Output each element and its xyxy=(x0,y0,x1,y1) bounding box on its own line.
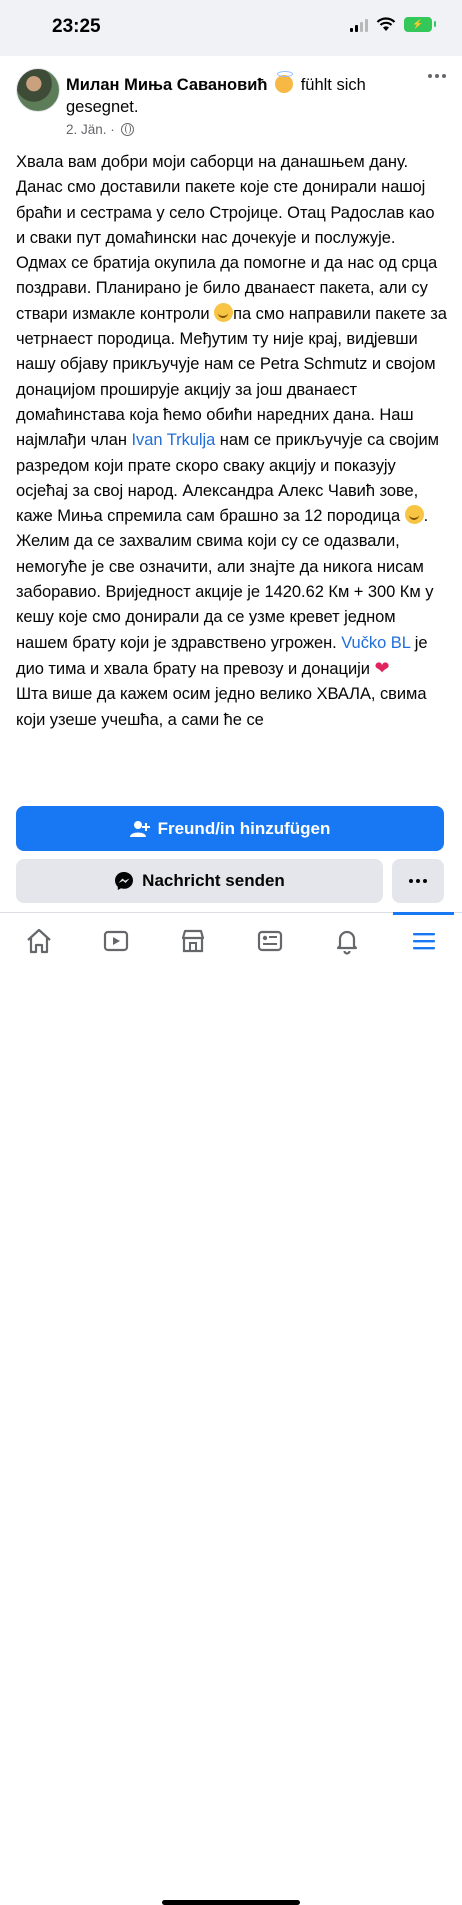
tab-menu[interactable] xyxy=(385,913,462,969)
tab-bar xyxy=(0,912,462,1001)
mention-link[interactable]: Ivan Trkulja xyxy=(131,431,216,450)
post-more-icon[interactable] xyxy=(428,70,450,82)
globe-icon xyxy=(121,123,134,136)
heart-emoji-icon: ❤ xyxy=(374,657,390,678)
halo-emoji-icon xyxy=(275,75,293,93)
post-header xyxy=(16,66,446,146)
avatar[interactable] xyxy=(16,68,60,112)
tab-home[interactable] xyxy=(0,913,77,969)
post-meta xyxy=(66,122,134,137)
tab-news[interactable] xyxy=(231,913,308,969)
add-friend-label: Freund/in hinzufügen xyxy=(157,818,331,838)
battery-icon: ⚡ xyxy=(404,17,432,32)
post-paragraph xyxy=(16,150,448,682)
messenger-icon xyxy=(114,871,134,891)
status-icons xyxy=(350,17,432,32)
post-text: па смо направили пакете за четрнаест породица. Међутим ту није крај, видјевши нашу објаву прикључује нам се Petra Schmutz и својом донацијом проширује акцију за још дванаест домаћинстава која ћемо обићи наредних дана. Наш најмлађи члан xyxy=(16,304,447,450)
signal-icon xyxy=(350,18,368,32)
author-line xyxy=(66,74,418,118)
author-name[interactable]: Милан Миња Савановић xyxy=(66,76,268,94)
add-friend-button[interactable] xyxy=(16,806,444,851)
post-date[interactable]: 2. Jän. xyxy=(66,122,107,137)
status-time: 23:25 xyxy=(52,16,101,37)
tab-video[interactable] xyxy=(77,913,154,969)
tab-marketplace[interactable] xyxy=(154,913,231,969)
more-options-button[interactable] xyxy=(392,859,444,903)
post-text: Хвала вам добри моји саборци на данашњем дану. Данас смо доставили пакете које сте донирали нашој браћи и сестрама у село Стројице. Отац Радослав као и сваки пут домаћински нас дочекује и послужује. Одмах се братија окупила да помогне и да нас од срца поздрави. Планирано је било дванаест пакета, али су ствари измакле контроли xyxy=(16,153,438,323)
post-body xyxy=(16,150,448,792)
post-paragraph xyxy=(16,682,448,733)
news-icon xyxy=(256,927,284,955)
menu-icon xyxy=(410,927,438,955)
send-message-label: Nachricht senden xyxy=(142,871,285,890)
marketplace-icon xyxy=(179,927,207,955)
status-bar xyxy=(0,0,462,56)
video-icon xyxy=(102,927,130,955)
home-icon xyxy=(25,927,53,955)
tab-notifications[interactable] xyxy=(308,913,385,969)
feeling-text: fühlt sich gesegnet. xyxy=(66,76,366,116)
post-text: је дио тима и хвала брату на превозу и донацији xyxy=(16,633,428,678)
smile-emoji-icon xyxy=(214,303,233,322)
add-friend-icon xyxy=(130,820,150,838)
post-text: нам се прикључује са својим разредом који прате скоро сваку акцију и показују осјећај за свој народ. Александра Алекс Чавић зове, каже Миња спремила сам брашно за 12 породица xyxy=(16,431,439,526)
mention-link[interactable]: Vučko BL xyxy=(341,633,411,652)
bell-icon xyxy=(333,927,361,955)
post-text: Шта више да кажем осим једно велико ХВАЛА, свима који узеше учешћа, а сами ће се xyxy=(16,685,427,729)
smile-emoji-icon xyxy=(405,505,424,524)
text-fade xyxy=(0,770,462,810)
meta-separator: · xyxy=(110,122,115,137)
secondary-actions xyxy=(16,859,444,903)
home-indicator xyxy=(162,1900,300,1905)
wifi-icon xyxy=(376,17,396,32)
send-message-button[interactable] xyxy=(16,859,383,903)
post-text: . Желим да се захвалим свима који су се одазвали, немогуће је све означити, али знајте да никога нисам заборавио. Вриједност акције је 1420.62 Км + 300 Км у кешу које смо донирали да се узме кревет једном нашем брату који је здравствено угрожен. xyxy=(16,507,434,652)
